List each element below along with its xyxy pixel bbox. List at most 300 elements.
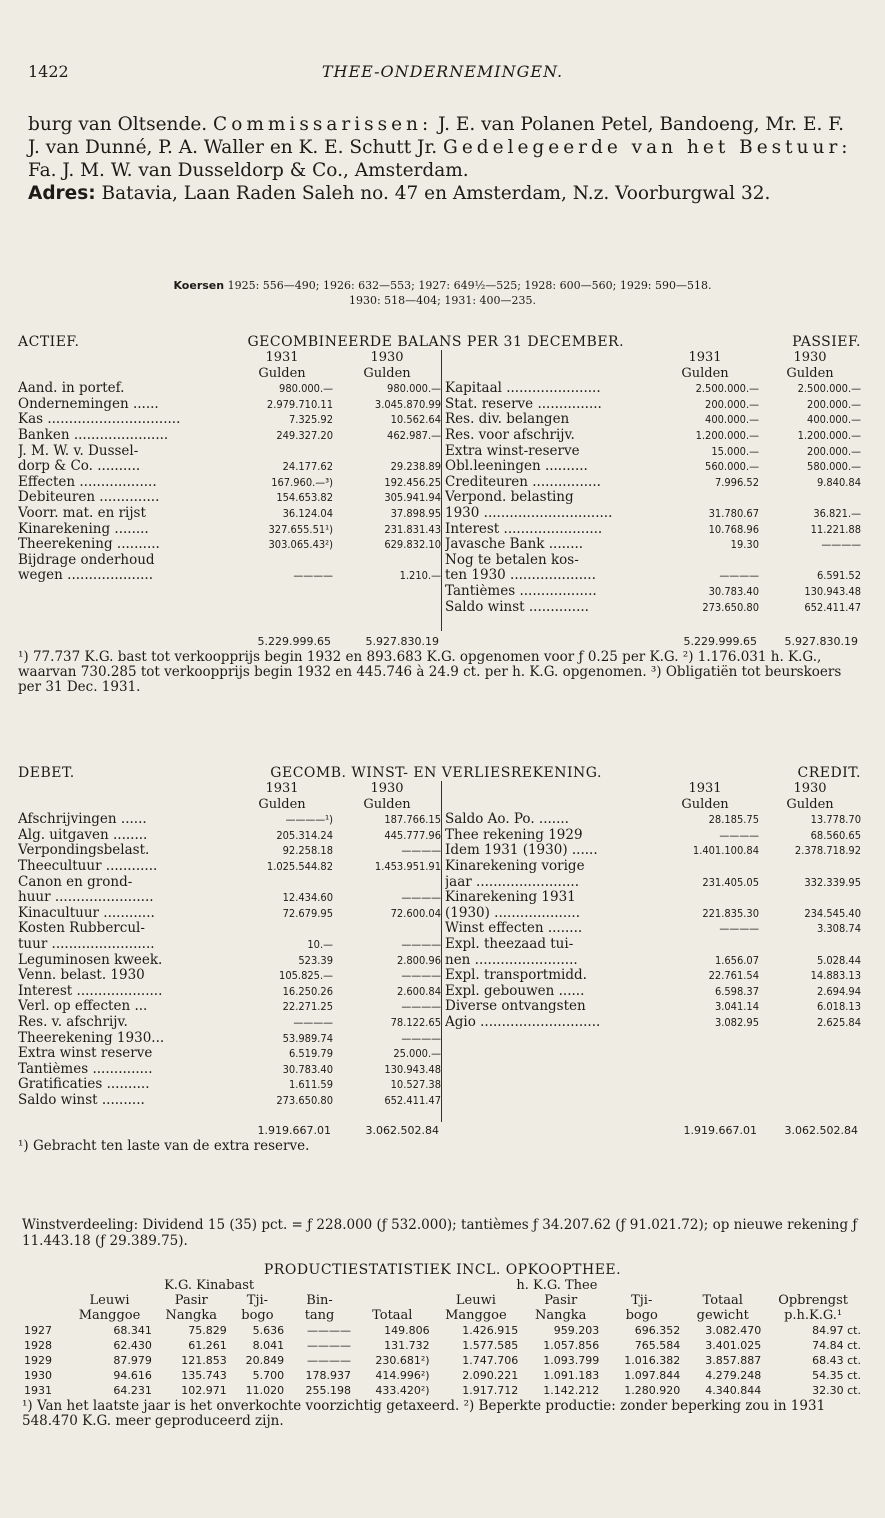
passiva-row-label: Obl.leeningen .......... (445, 459, 588, 475)
debet-row (18, 1046, 441, 1062)
activa-row-value-1931: 249.327.20 (276, 428, 333, 442)
credit-row-label: (1930) .................... (445, 905, 581, 921)
production-statistics (22, 1262, 863, 1429)
production-cell: ———— (306, 1354, 351, 1367)
debet-row (18, 953, 441, 969)
activa-row-value-1931 (231, 553, 333, 569)
debet-row-label: Canon en grond- (18, 874, 133, 890)
passiva-row (445, 553, 861, 569)
activa-row-value-1930 (333, 553, 441, 569)
passiva-row-label: Tantièmes .................. (445, 583, 597, 599)
passiva-row-value-1931: ———— (719, 569, 759, 583)
debet-row (18, 843, 441, 859)
activa-row-label: Ondernemingen ...... (18, 396, 159, 412)
production-header: Tji- (631, 1293, 653, 1308)
credit-row-value-1931: 221.835.30 (702, 906, 759, 920)
debet-row (18, 828, 441, 844)
passiva-row-value-1931: 19.30 (730, 538, 759, 552)
production-cell: 61.261 (188, 1339, 227, 1352)
activa-row-value-1931: 167.960.—³) (271, 475, 333, 489)
production-header: Manggoe (78, 1308, 141, 1323)
passiva-row (445, 490, 861, 506)
activa-row-label: wegen .................... (18, 568, 153, 584)
credit-row-value-1930: 2.625.84 (816, 1015, 861, 1029)
address-paragraph (28, 182, 857, 205)
activa-row-value-1931: 24.177.62 (282, 460, 333, 474)
passiva-row (445, 459, 861, 475)
passiva-row-label: Saldo winst .............. (445, 599, 589, 615)
passiva-row-value-1930: ———— (821, 538, 861, 552)
credit-row-value-1931: 22.761.54 (708, 969, 759, 983)
koersen-block (28, 278, 857, 308)
passiva-row-label: Verpond. belasting (445, 490, 574, 506)
production-cell: 94.616 (113, 1369, 152, 1382)
activa-row-value-1931: 303.065.43²) (268, 538, 333, 552)
debet-row-value-1931: 523.39 (298, 953, 333, 967)
balance-total-1930-right: 5.927.830.19 (784, 634, 858, 648)
debet-title: DEBET. (18, 765, 75, 781)
credit-row-label: Expl. theezaad tui- (445, 936, 574, 952)
debet-row-label: huur ....................... (18, 890, 154, 906)
production-header: Totaal (702, 1293, 743, 1308)
gedelegeerde-text: Fa. J. M. W. van Dusseldorp & Co., Amsterdam. (28, 160, 469, 181)
debet-row-value-1930: 10.527.38 (390, 1078, 441, 1092)
credit-row-value-1930: 332.339.95 (804, 875, 861, 889)
activa-row-value-1931: 980.000.— (279, 382, 333, 396)
commissarissen-label: Commissarissen: (213, 114, 433, 135)
credit-row-value-1930: 234.545.40 (804, 906, 861, 920)
debet-row-value-1930: 1.453.951.91 (374, 859, 441, 873)
activa-row-value-1931: 327.655.51¹) (268, 522, 333, 536)
production-cell: 1931 (24, 1384, 52, 1397)
debet-row-value-1931 (231, 921, 333, 937)
debet-row (18, 999, 441, 1015)
credit-row (445, 843, 861, 859)
activa-row (18, 397, 441, 413)
pl-footnote: ¹) Gebracht ten laste van de extra reserve. (18, 1138, 310, 1155)
production-header: Tji- (246, 1293, 269, 1308)
balance-columns (18, 350, 861, 631)
debet-row-label: Extra winst reserve (18, 1046, 153, 1062)
production-cell: 3.082.470 (705, 1324, 762, 1337)
passiva-row (445, 537, 861, 553)
activa-row-value-1930: 305.941.94 (384, 491, 441, 505)
production-row (22, 1383, 863, 1398)
activa-row (18, 522, 441, 538)
passiva-row-value-1931 (651, 553, 759, 569)
activa-row (18, 475, 441, 491)
debet-row-value-1930: 130.943.48 (384, 1062, 441, 1076)
production-cell: 74.84 ct. (812, 1339, 861, 1352)
company-intro (28, 113, 857, 205)
debet-row-value-1931: 22.271.25 (282, 1000, 333, 1014)
activa-row-label: Theerekening .......... (18, 537, 160, 553)
activa-row (18, 428, 441, 444)
passiva-row-value-1930: 400.000.— (807, 413, 861, 427)
passiva-row-value-1931: 7.996.52 (714, 475, 759, 489)
balance-total-1931-left: 5.229.999.65 (257, 634, 331, 648)
passiva-row-value-1930: 200.000.— (807, 444, 861, 458)
production-cell: 84.97 ct. (812, 1324, 861, 1337)
production-cell: 765.584 (634, 1339, 681, 1352)
production-cell: 5.636 (252, 1324, 285, 1337)
pl-total-1930-left: 3.062.502.84 (365, 1124, 439, 1138)
debet-row-value-1931: 6.519.79 (288, 1047, 333, 1061)
activa-row-label: Kas ............................... (18, 412, 181, 428)
koersen-line-1: 1925: 556—490; 1926: 632—553; 1927: 649½—525; 1928: 600—560; 1929: 590—518. (227, 279, 712, 292)
activa-row (18, 537, 441, 553)
production-cell: 1.426.915 (462, 1324, 519, 1337)
credit-row-label: Kinarekening 1931 (445, 890, 576, 906)
production-cell: 62.430 (113, 1339, 152, 1352)
activa-row-label: Bijdrage onderhoud (18, 552, 155, 568)
pl-totals (18, 1122, 861, 1139)
activa-row-value-1931: ———— (293, 569, 333, 583)
production-header: bogo (241, 1308, 274, 1323)
credit-row-value-1930: 2.378.718.92 (794, 844, 861, 858)
pl-total-1931-right: 1.919.667.01 (683, 1124, 757, 1138)
commissarissen-text: J. E. van Polanen Petel, Bandoeng, Mr. E. F. J. van Dunné, P. A. Waller en K. E. Schutt Jr. (28, 114, 845, 158)
group-thee: h. K.G. Thee (516, 1278, 598, 1293)
passiva-row (445, 444, 861, 460)
passiva-row (445, 475, 861, 491)
credit-row-value-1931 (651, 859, 759, 875)
production-cell: 54.35 ct. (812, 1369, 861, 1382)
credit-row (445, 812, 861, 828)
passiva-row-label: 1930 .............................. (445, 505, 613, 521)
production-header: Pasir (174, 1293, 208, 1308)
debet-row-value-1930: ———— (401, 1031, 441, 1045)
balance-title-line (18, 334, 861, 350)
credit-row-value-1931: 231.405.05 (702, 875, 759, 889)
activa-row (18, 553, 441, 569)
production-header: gewicht (696, 1308, 749, 1323)
debet-row (18, 906, 441, 922)
credit-row (445, 984, 861, 1000)
debet-row (18, 890, 441, 906)
passiva-row-value-1930: 130.943.48 (804, 584, 861, 598)
activa-row-value-1930: 29.238.89 (390, 460, 441, 474)
debet-row-value-1931: 92.258.18 (282, 844, 333, 858)
passiva-row-value-1931: 273.650.80 (702, 600, 759, 614)
credit-row-label: Winst effecten ........ (445, 921, 583, 937)
credit-row (445, 937, 861, 953)
production-header: bogo (625, 1308, 658, 1323)
production-cell: 1.097.844 (624, 1369, 681, 1382)
production-cell: 68.341 (113, 1324, 152, 1337)
debet-row-value-1930: 2.600.84 (396, 984, 441, 998)
debet-row-label: Theerekening 1930... (18, 1030, 165, 1046)
production-header: Nangka (165, 1308, 217, 1323)
activa-row-label: Debiteuren .............. (18, 490, 160, 506)
credit-row-value-1930: 6.018.13 (816, 1000, 861, 1014)
debet-row-label: Verpondingsbelast. (18, 843, 150, 859)
passiva-row-label: Javasche Bank ........ (445, 537, 584, 553)
credit-row-value-1930 (759, 890, 861, 906)
debet-row-value-1930: 25.000.— (393, 1047, 441, 1061)
production-header: Bin- (306, 1293, 333, 1308)
production-cell: 1.577.585 (462, 1339, 519, 1352)
debet-row (18, 875, 441, 891)
credit-title: CREDIT. (797, 765, 861, 781)
production-table (22, 1278, 863, 1398)
credit-row-value-1931: 1.401.100.84 (692, 844, 759, 858)
activa-row-value-1930: 462.987.— (387, 428, 441, 442)
debet-row-value-1931: 1.611.59 (288, 1078, 333, 1092)
debet-row-value-1930: ———— (401, 937, 441, 951)
credit-row-label: Expl. gebouwen ...... (445, 983, 585, 999)
debet-row (18, 984, 441, 1000)
credit-row (445, 953, 861, 969)
passiva-row-label: Stat. reserve ............... (445, 396, 602, 412)
credit-row-label: Agio ............................ (445, 1014, 601, 1030)
credit-column: 1931 1930 Gulden Gulden Saldo Ao. Po. ....... 28.185.75 13.778.70 Thee rekening 1929 ———— 68.560.65 Idem 1931 (1930) ...... 1.401.100.84 2.378.718.92 Kinarekening vorige jaar ........................ 231.405.05 332.339.95 Kinarekening 1931 (1930) .................... 221.835.30 234.545.40 Winst effecten ........ ———— 3.308.74 Expl. theezaad tui- nen ........................ 1.656.07 5.028.44 Expl. transportmidd. 22.761.54 14.883.13 Expl. gebouwen ...... 6.598.37 2.694.94 Diverse ontvangsten 3.041.14 6.018.13 Agio ............................ 3.082.95 2.625.84 (445, 781, 861, 1030)
production-cell: 5.700 (252, 1369, 285, 1382)
winstverdeeling: Winstverdeeling: Dividend 15 (35) pct. = ƒ 228.000 (ƒ 532.000); tantièmes ƒ 34.207.62 (ƒ 91.021.72); op nieuwe rekening ƒ 11.443.18 (ƒ 29.389.75). (22, 1217, 858, 1249)
production-cell: 64.231 (113, 1384, 152, 1397)
credit-row-value-1930 (759, 937, 861, 953)
passiva-row-value-1931: 10.768.96 (708, 522, 759, 536)
production-cell: ———— (306, 1339, 351, 1352)
debet-row-value-1931 (231, 875, 333, 891)
passiva-row-value-1930: 11.221.88 (810, 522, 861, 536)
credit-row-label: Idem 1931 (1930) ...... (445, 843, 598, 859)
passiva-row-value-1930: 36.821.— (813, 506, 861, 520)
page-number: 1422 (28, 62, 69, 81)
passiva-row (445, 568, 861, 584)
debet-row-label: Res. v. afschrijv. (18, 1014, 128, 1030)
production-cell: 87.979 (113, 1354, 152, 1367)
adres-text: Batavia, Laan Raden Saleh no. 47 en Amsterdam, N.z. Voorburgwal 32. (101, 183, 771, 204)
credit-row-value-1931: 28.185.75 (708, 813, 759, 827)
debet-row-label: Interest .................... (18, 983, 163, 999)
production-cell: 4.279.248 (705, 1369, 762, 1382)
debet-row (18, 921, 441, 937)
production-cell: 230.681²) (375, 1354, 430, 1367)
activa-row-value-1930: 3.045.870.99 (374, 397, 441, 411)
passiva-row (445, 428, 861, 444)
credit-row-value-1930: 68.560.65 (810, 828, 861, 842)
koersen-line-2: 1930: 518—404; 1931: 400—235. (348, 294, 537, 307)
activa-row-value-1930: 231.831.43 (384, 522, 441, 536)
production-cell: 1.280.920 (624, 1384, 681, 1397)
passiva-row-value-1930: 6.591.52 (816, 569, 861, 583)
group-kinabast: K.G. Kinabast (164, 1278, 255, 1293)
activa-row-label: J. M. W. v. Dussel- (18, 443, 139, 459)
credit-row-value-1930: 3.308.74 (816, 922, 861, 936)
credit-row-value-1931: 1.656.07 (714, 953, 759, 967)
production-cell: 75.829 (188, 1324, 227, 1337)
credit-row (445, 906, 861, 922)
passiva-row-label: Interest ....................... (445, 521, 603, 537)
activa-row (18, 568, 441, 584)
activa-row (18, 459, 441, 475)
debet-row-value-1931: 105.825.— (279, 969, 333, 983)
credit-row (445, 890, 861, 906)
activa-row-label: Effecten .................. (18, 474, 157, 490)
debet-row-label: Verl. op effecten ... (18, 999, 148, 1015)
production-header: Leuwi (89, 1293, 130, 1308)
production-cell: 1.091.183 (543, 1369, 600, 1382)
debet-row-value-1931: ———— (293, 1015, 333, 1029)
debet-row-label: Afschrijvingen ...... (18, 812, 147, 828)
production-cell: 131.732 (384, 1339, 430, 1352)
passief-title: PASSIEF. (792, 334, 861, 350)
debet-row-label: tuur ........................ (18, 936, 155, 952)
passiva-row-label: Kapitaal ...................... (445, 381, 601, 397)
activa-row-label: Aand. in portef. (18, 381, 125, 397)
debet-row-value-1931: 205.314.24 (276, 828, 333, 842)
passiva-row-value-1931: 15.000.— (711, 444, 759, 458)
activa-row (18, 412, 441, 428)
balance-totals (18, 633, 861, 650)
production-cell: 3.401.025 (705, 1339, 762, 1352)
activa-row-value-1931: 7.325.92 (288, 413, 333, 427)
production-cell: 1927 (24, 1324, 52, 1337)
production-cell: 433.420²) (375, 1384, 430, 1397)
activa-row-value-1930: 980.000.— (387, 382, 441, 396)
actief-title: ACTIEF. (18, 334, 80, 350)
debet-row-value-1931: 12.434.60 (282, 891, 333, 905)
debet-row-label: Gratificaties .......... (18, 1077, 150, 1093)
production-cell: 135.743 (181, 1369, 227, 1382)
debet-row (18, 1077, 441, 1093)
debet-row (18, 968, 441, 984)
passiva-row-value-1930: 1.200.000.— (797, 428, 861, 442)
activa-row-value-1930: 192.456.25 (384, 475, 441, 489)
passiva-row-value-1930 (759, 553, 861, 569)
activa-row-value-1931 (231, 444, 333, 460)
credit-row-value-1930 (759, 859, 861, 875)
production-cell: 1930 (24, 1369, 52, 1382)
balance-sheet (18, 334, 861, 695)
production-cell: 1.093.799 (543, 1354, 600, 1367)
debet-row-label: Theecultuur ............ (18, 858, 158, 874)
passiva-row-value-1931: 1.200.000.— (695, 428, 759, 442)
credit-row-value-1931: ———— (719, 828, 759, 842)
adres-label: Adres: (28, 183, 96, 204)
passiva-row-value-1930: 2.500.000.— (797, 382, 861, 396)
pl-total-1930-right: 3.062.502.84 (784, 1124, 858, 1138)
production-header: Opbrengst (778, 1293, 849, 1308)
debet-row-label: Alg. uitgaven ........ (18, 827, 148, 843)
activa-row-label: Kinarekening ........ (18, 521, 149, 537)
debet-row-label: Venn. belast. 1930 (18, 968, 145, 984)
passiva-row (445, 600, 861, 616)
activa-row-value-1931: 2.979.710.11 (266, 397, 333, 411)
production-cell: 959.203 (553, 1324, 600, 1337)
debet-row-value-1931: 16.250.26 (282, 984, 333, 998)
credit-row-value-1930: 13.778.70 (810, 813, 861, 827)
koersen-label: Koersen (173, 279, 225, 292)
credit-row-value-1931 (651, 890, 759, 906)
debet-row-value-1930: ———— (401, 969, 441, 983)
credit-row-label: jaar ........................ (445, 874, 580, 890)
production-cell: 68.43 ct. (812, 1354, 861, 1367)
passiva-row-value-1930: 652.411.47 (804, 600, 861, 614)
passiva-row (445, 412, 861, 428)
passiva-row (445, 381, 861, 397)
production-header: Pasir (544, 1293, 578, 1308)
debet-column: 1931 1930 Gulden Gulden Afschrijvingen ...... ————¹) 187.766.15 Alg. uitgaven ........ 205.314.24 445.777.96 Verpondingsbelast. 92.258.18 ———— Theecultuur ............ 1.025.544.82 1.453.951.91 Canon en grond- huur ....................... 12.434.60 ———— Kinacultuur ............ 72.679.95 72.600.04 Kosten Rubbercul- tuur ........................ 10.— ———— Leguminosen kweek. 523.39 2.800.96 Venn. belast. 1930 105.825.— ———— Interest .................... 16.250.26 2.600.84 Verl. op effecten ... 22.271.25 ———— Res. v. afschrijv. ———— 78.122.65 Theerekening 1930... 53.989.74 ———— Extra winst reserve 6.519.79 25.000.— Tantièmes .............. 30.783.40 130.943.48 Gratificaties .......... 1.611.59 10.527.38 Saldo winst .......... 273.650.80 652.411.47 (18, 781, 442, 1122)
debet-row-value-1930: ———— (401, 891, 441, 905)
passiva-row-value-1930: 580.000.— (807, 460, 861, 474)
passiva-row-value-1931: 200.000.— (705, 397, 759, 411)
activa-row-value-1930: 10.562.64 (390, 413, 441, 427)
passiva-row (445, 584, 861, 600)
gedelegeerde-label: Gedelegeerde van het Bestuur: (443, 137, 852, 158)
credit-row-label: Kinarekening vorige (445, 858, 585, 874)
debet-row (18, 812, 441, 828)
credit-row (445, 859, 861, 875)
activa-row-value-1930: 1.210.— (399, 569, 441, 583)
profit-loss-account (18, 765, 861, 1154)
credit-row-label: Saldo Ao. Po. ....... (445, 812, 569, 828)
credit-row-label: Diverse ontvangsten (445, 999, 586, 1015)
activa-row (18, 506, 441, 522)
passiva-row-label: Extra winst-reserve (445, 443, 580, 459)
passiva-row-label: Crediteuren ................ (445, 474, 601, 490)
activa-row (18, 490, 441, 506)
production-cell: 1.016.382 (624, 1354, 681, 1367)
production-cell: 4.340.844 (705, 1384, 762, 1397)
balance-total-1931-right: 5.229.999.65 (683, 634, 757, 648)
credit-row (445, 968, 861, 984)
debet-row-value-1930: 78.122.65 (390, 1015, 441, 1029)
activa-row-value-1931: 154.653.82 (276, 491, 333, 505)
production-cell: 8.041 (252, 1339, 285, 1352)
debet-row-value-1931: 1.025.544.82 (266, 859, 333, 873)
debet-row-value-1930: ———— (401, 1000, 441, 1014)
passiva-column: 1931 1930 Gulden Gulden Kapitaal ...................... 2.500.000.— 2.500.000.— Stat. reserve ............... 200.000.— 200.000.— Res. div. belangen 400.000.— 400.000.— Res. voor afschrijv. 1.200.000.— 1.200.000.— Extra winst-reserve 15.000.— 200.000.— Obl.leeningen .......... 560.000.— 580.000.— Crediteuren ................ 7.996.52 9.840.84 Verpond. belasting 1930 .............................. 31.780.67 36.821.— Interest ....................... 10.768.96 11.221.88 Javasche Bank ........ 19.30 ———— Nog te betalen kos- ten 1930 .................... ———— 6.591.52 Tantièmes .................. 30.783.40 130.943.48 Saldo winst .............. 273.650.80 652.411.47 (445, 350, 861, 615)
production-header (353, 1293, 432, 1308)
production-row (22, 1368, 863, 1383)
credit-row-value-1930: 2.694.94 (816, 984, 861, 998)
activa-row-label: Voorr. mat. en rijst (18, 505, 146, 521)
debet-row-value-1931: 273.650.80 (276, 1093, 333, 1107)
debet-row-value-1930: 2.800.96 (396, 953, 441, 967)
debet-row-value-1930: 652.411.47 (384, 1093, 441, 1107)
debet-row-value-1931: 72.679.95 (282, 906, 333, 920)
production-cell: 3.857.887 (705, 1354, 762, 1367)
production-cell: 1.142.212 (543, 1384, 600, 1397)
credit-row-label: nen ........................ (445, 952, 578, 968)
credit-row-label: Expl. transportmidd. (445, 968, 587, 984)
debet-row-value-1931: 53.989.74 (282, 1031, 333, 1045)
balance-footnote: ¹) 77.737 K.G. bast tot verkoopprijs begin 1932 en 893.683 K.G. opgenomen voor ƒ 0.25 per K.G. ²) 1.176.031 h. K.G., waarvan 730.285 tot verkoopprijs begin 1932 en 445.746 à 24.9 ct. per h. K.G. opgenomen. ³) Obligatiën tot beurskoers per 31 Dec. 1931. (18, 648, 842, 695)
production-header: Manggoe (445, 1308, 507, 1323)
passiva-row (445, 506, 861, 522)
production-cell: 1928 (24, 1339, 52, 1352)
pl-title: GECOMB. WINST- EN VERLIESREKENING. (270, 765, 602, 781)
page-header (28, 62, 857, 86)
production-header (22, 1293, 65, 1308)
production-cell: 121.853 (181, 1354, 227, 1367)
production-row (22, 1338, 863, 1353)
production-cell: 255.198 (305, 1384, 351, 1397)
passiva-row-value-1930 (759, 490, 861, 506)
credit-row (445, 999, 861, 1015)
passiva-row-value-1931: 31.780.67 (708, 506, 759, 520)
debet-row-value-1930 (333, 875, 441, 891)
production-cell: 1929 (24, 1354, 52, 1367)
credit-row-value-1931: 3.082.95 (714, 1015, 759, 1029)
production-cell: 32.30 ct. (812, 1384, 861, 1397)
activa-row-value-1931: 36.124.04 (282, 506, 333, 520)
activa-row-value-1930 (333, 444, 441, 460)
debet-row-value-1930: 445.777.96 (384, 828, 441, 842)
activa-row-value-1930: 37.898.95 (390, 506, 441, 520)
